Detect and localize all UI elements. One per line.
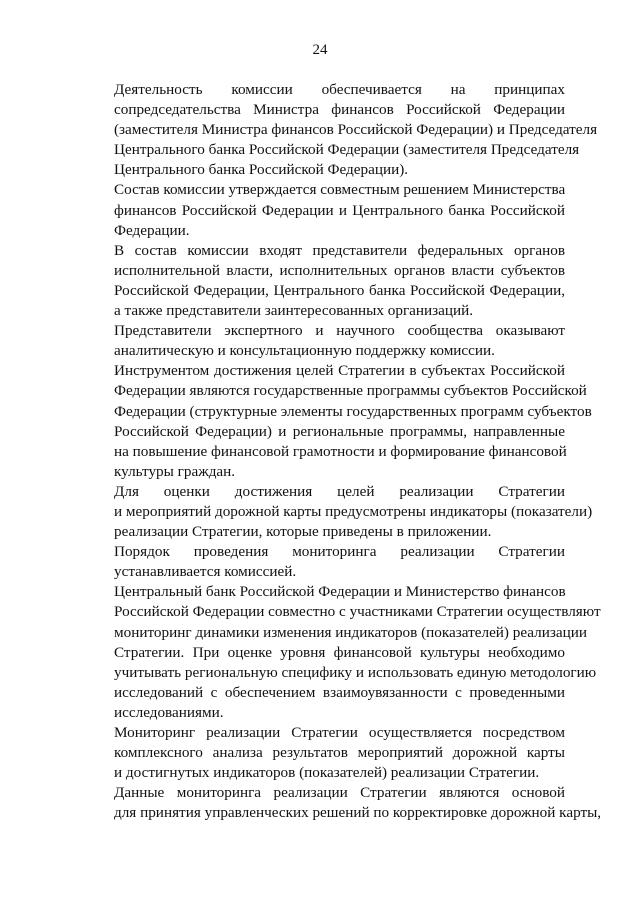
text-line: Центрального банка Российской Федерации). (114, 161, 409, 179)
text-line: Федерации являются государственные программы субъектов Российской (114, 382, 587, 400)
paragraph (77, 542, 565, 582)
text-line: Представители экспертного и научного сообщества оказывают (114, 322, 565, 340)
text-line: Российской Федерации совместно с участниками Стратегии осуществляют (114, 603, 601, 621)
text-line: культуры граждан. (114, 462, 236, 480)
paragraph (77, 321, 565, 361)
text-line: учитывать региональную специфику и использовать единую методологию (114, 663, 597, 681)
body-text (77, 80, 602, 823)
paragraph (77, 361, 592, 482)
text-line: Российской Федерации) и региональные программы, направленные (114, 422, 565, 440)
text-line: Деятельность комиссии обеспечивается на принципах (114, 81, 565, 98)
text-line: финансов Российской Федерации и Центрального банка Российской (114, 201, 565, 219)
paragraph (77, 241, 565, 321)
text-line: на повышение финансовой грамотности и формирование финансовой (114, 442, 567, 460)
text-line: Российской Федерации, Центрального банка Российской Федерации, (114, 281, 565, 299)
text-line: Федерации. (114, 221, 190, 239)
text-line: Федерации (структурные элементы государственных программ субъектов (114, 402, 592, 420)
text-line: устанавливается комиссией. (114, 563, 297, 581)
paragraph (77, 582, 601, 723)
paragraph (77, 783, 602, 823)
page-number: 24 (312, 42, 328, 58)
text-line: Центральный банк Российской Федерации и Министерство финансов (114, 583, 566, 601)
text-line: В состав комиссии входят представители федеральных органов (114, 241, 565, 259)
text-line: а также представители заинтересованных организаций. (114, 302, 474, 320)
paragraph (77, 723, 565, 783)
text-line: Стратегии. При оценке уровня финансовой культуры необходимо (114, 643, 565, 661)
text-line: Центрального банка Российской Федерации (заместителя Председателя (114, 141, 580, 159)
text-line: Инструментом достижения целей Стратегии в субъектах Российской (114, 362, 565, 380)
paragraph (77, 180, 565, 240)
paragraph (77, 80, 598, 180)
text-line: комплексного анализа результатов мероприятий дорожной карты (114, 744, 565, 762)
text-line: Для оценки достижения целей реализации Стратегии (114, 482, 565, 500)
text-line: аналитическую и консультационную поддержку комиссии. (114, 342, 495, 360)
text-line: (заместителя Министра финансов Российской Федерации) и Председателя (114, 121, 598, 139)
text-line: сопредседательства Министра финансов Российской Федерации (114, 101, 565, 119)
paragraph (77, 482, 593, 542)
text-line: и достигнутых индикаторов (показателей) реализации Стратегии. (114, 764, 540, 782)
text-line: Мониторинг реализации Стратегии осуществляется посредством (114, 724, 565, 741)
text-line: реализации Стратегии, которые приведены в приложении. (114, 523, 492, 541)
text-line: Порядок проведения мониторинга реализации Стратегии (114, 543, 565, 561)
text-line: исследований с обеспечением взаимоувязанности с проведенными (114, 683, 565, 701)
text-line: Данные мониторинга реализации Стратегии являются основой (114, 784, 565, 802)
text-line: исследованиями. (114, 703, 224, 721)
text-line: Состав комиссии утверждается совместным решением Министерства (114, 181, 566, 199)
text-line: исполнительной власти, исполнительных органов власти субъектов (114, 261, 565, 279)
text-line: мониторинг динамики изменения индикаторов (показателей) реализации (114, 623, 588, 641)
text-line: и мероприятий дорожной карты предусмотрены индикаторы (показатели) (114, 502, 593, 520)
text-line: для принятия управленческих решений по корректировке дорожной карты, (114, 804, 602, 822)
